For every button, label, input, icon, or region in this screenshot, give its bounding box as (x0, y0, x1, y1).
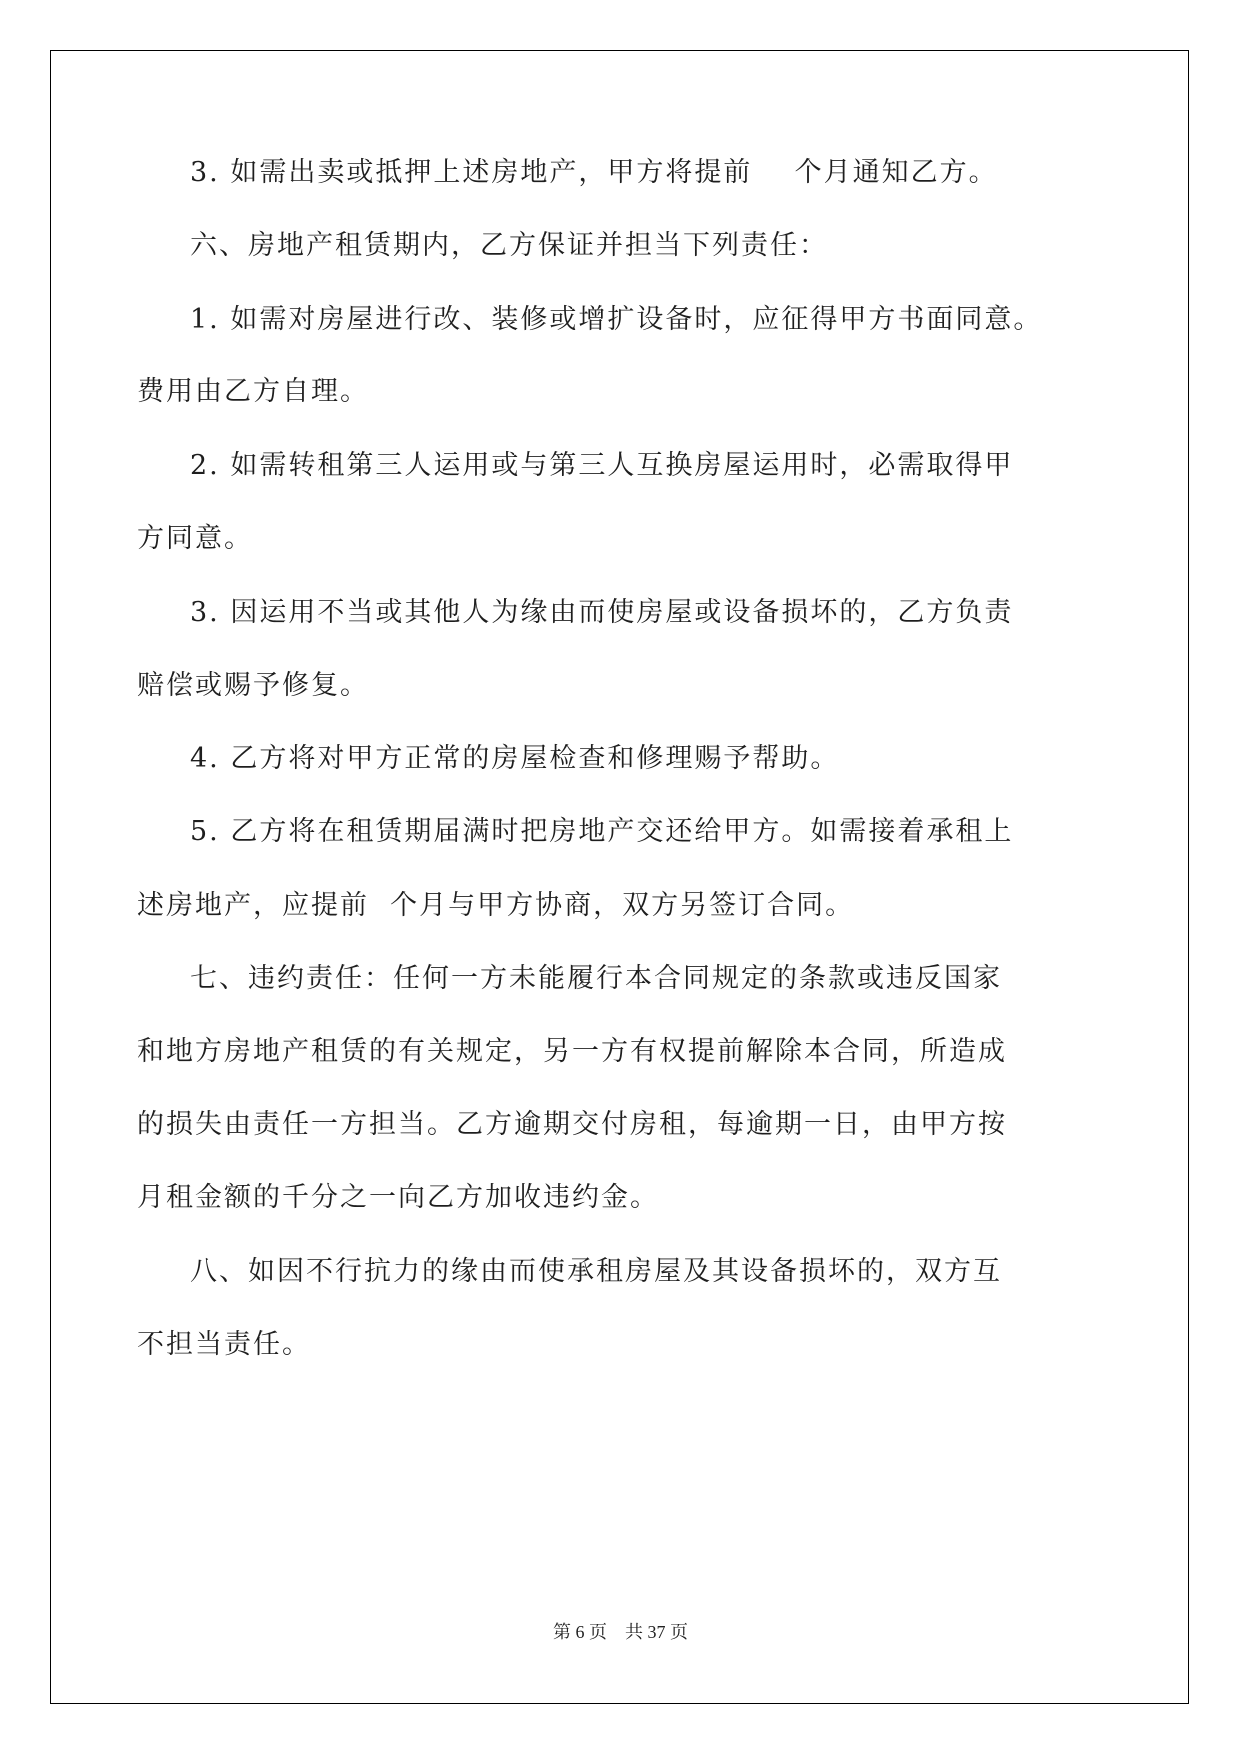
page-number: 第 6 页 (553, 1622, 607, 1642)
paragraph-line: 费用由乙方自理。 (137, 376, 369, 407)
paragraph-line: 七、违约责任：任何一方未能履行本合同规定的条款或违反国家 (190, 963, 1002, 994)
page-footer (0, 1620, 1241, 1644)
paragraph-line: 述房地产，应提前 个月与甲方协商，双方另签订合同。 (137, 890, 855, 921)
paragraph-line: 3. 如需出卖或抵押上述房地产，甲方将提前 个月通知乙方。 (190, 157, 998, 188)
paragraph-line: 和地方房地产租赁的有关规定，另一方有权提前解除本合同，所造成 (137, 1036, 1007, 1067)
paragraph-line: 3. 因运用不当或其他人为缘由而使房屋或设备损坏的，乙方负责 (190, 597, 1014, 628)
paragraph-line: 赔偿或赐予修复。 (137, 670, 369, 701)
total-pages: 共 37 页 (625, 1622, 688, 1642)
paragraph-line: 2. 如需转租第三人运用或与第三人互换房屋运用时，必需取得甲 (190, 450, 1014, 481)
paragraph-line: 不担当责任。 (137, 1329, 311, 1360)
paragraph-line: 六、房地产租赁期内，乙方保证并担当下列责任： (190, 230, 828, 261)
paragraph-line: 月租金额的千分之一向乙方加收违约金。 (137, 1182, 659, 1213)
paragraph-line: 方同意。 (137, 523, 253, 554)
paragraph-line: 5. 乙方将在租赁期届满时把房地产交还给甲方。如需接着承租上 (190, 816, 1014, 847)
paragraph-line: 的损失由责任一方担当。乙方逾期交付房租，每逾期一日，由甲方按 (137, 1109, 1007, 1140)
paragraph-line: 1. 如需对房屋进行改、装修或增扩设备时，应征得甲方书面同意。 (190, 304, 1043, 335)
paragraph-line: 4. 乙方将对甲方正常的房屋检查和修理赐予帮助。 (190, 743, 840, 774)
paragraph-line: 八、如因不行抗力的缘由而使承租房屋及其设备损坏的，双方互 (190, 1256, 1002, 1287)
page-border (50, 50, 1189, 1704)
